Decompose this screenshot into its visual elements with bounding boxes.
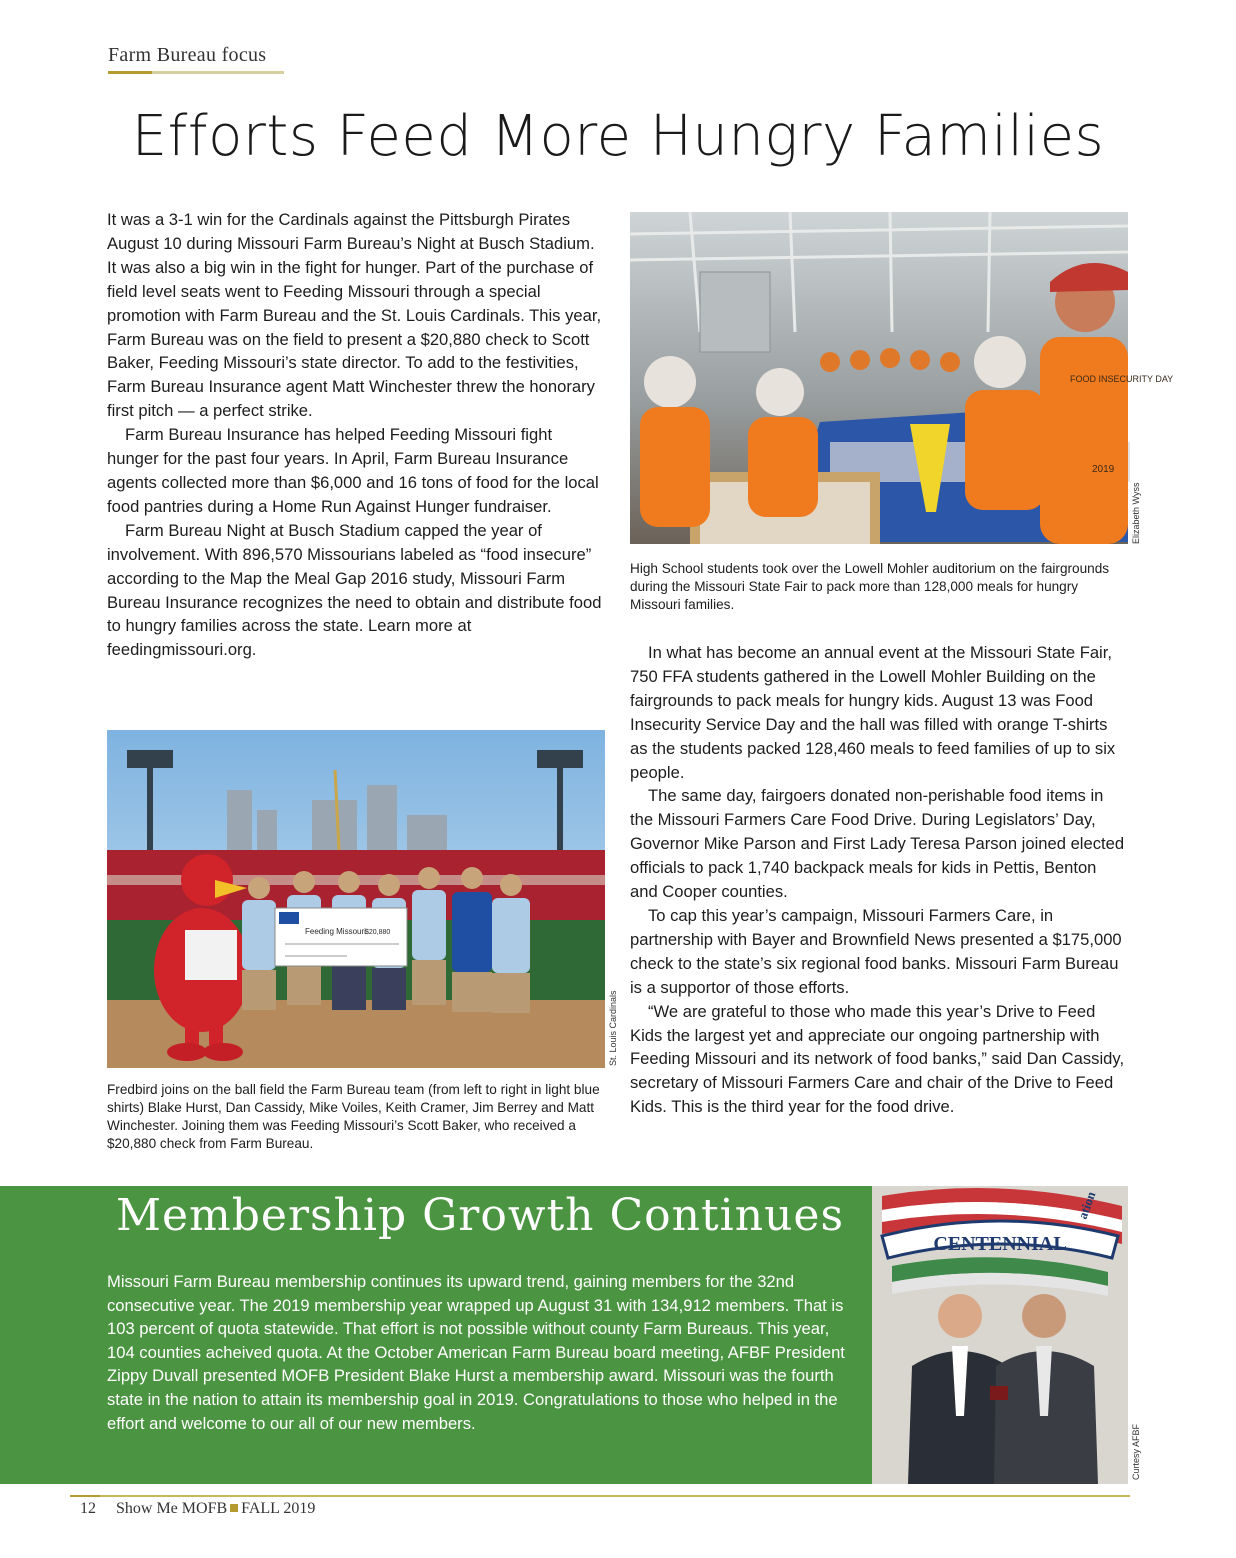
- membership-text: Missouri Farm Bureau membership continues its upward trend, gaining members for the 32nd consecutive year. The 2019 membership year wrapped up August 31 with 134,912 members. That is 103 percent of quota statewide. That effort is not possible without county Farm Bureaus. This year, 104 counties acheived quota. At the October American Farm Bureau board meeting, AFBF President Zippy Duvall presented MOFB President Blake Hurst a membership award. Missouri was the fourth state in the nation to attain its membership goal in 2019. Congratulations to those who helped in the effort and welcome to our all of our new members.: [107, 1272, 845, 1433]
- page-headline: Efforts Feed More Hungry Families: [131, 104, 1105, 169]
- publication-name: Show Me MOFB: [116, 1500, 228, 1517]
- paragraph: In what has become an annual event at the Missouri State Fair, 750 FFA students gathered in the Lowell Mohler Building on the fairgrounds to pack meals for hungry kids. August 13 was Food Insecurity Service Day and the hall was filled with orange T-shirts as the students packed 128,460 meals to feed families of up to six people.: [630, 643, 1116, 782]
- photo-credit-stadium: St. Louis Cardinals: [608, 990, 618, 1066]
- page-footer: [80, 1500, 315, 1518]
- check-payee: Feeding Missouri: [305, 927, 366, 936]
- award-photo: [872, 1186, 1128, 1484]
- paragraph: “We are grateful to those who made this year’s Drive to Feed Kids the largest yet and appreciate our ongoing partnership with Feeding Missouri and its network of food banks,” said Dan Cassidy, secretary of Missouri Farmers Care and chair of the Drive to Feed Kids. This is the third year for the food drive.: [630, 1001, 1125, 1117]
- paragraph: It was a 3-1 win for the Cardinals against the Pittsburgh Pirates August 10 during Missouri Farm Bureau’s Night at Busch Stadium. It was also a big win in the fight for hunger. Part of the purchase of field level seats went to Feeding Missouri through a special promotion with Farm Bureau and the St. Louis Cardinals. This year, Farm Bureau was on the field to present a $20,880 check to Scott Baker, Feeding Missouri’s state director. To add to the festivities, Farm Bureau Insurance agent Matt Winchester threw the honorary first pitch — a perfect strike.: [107, 210, 602, 421]
- issue-label: FALL 2019: [241, 1500, 316, 1517]
- stadium-photo-caption: Fredbird joins on the ball field the Farm Bureau team (from left to right in light blue shirts) Blake Hurst, Dan Cassidy, Mike Voiles, Keith Cramer, Jim Berrey and Matt Winchester. Joining them was Feeding Missouri’s Scott Baker, who received a $20,880 check from Farm Bureau.: [107, 1082, 600, 1151]
- left-column-text: [107, 208, 605, 662]
- check-amount: $20,880: [365, 929, 391, 936]
- membership-title: Membership Growth Continues: [115, 1190, 845, 1241]
- paragraph: The same day, fairgoers donated non-perishable food items in the Missouri Farmers Care Food Drive. During Legislators’ Day, Governor Mike Parson and First Lady Teresa Parson joined elected officials to pack 1,740 backpack meals for kids in Pettis, Benton and Cooper counties.: [630, 786, 1125, 902]
- stadium-check-photo: [107, 730, 605, 1068]
- photo-credit-award: Curtesy AFBF: [1131, 1423, 1141, 1480]
- section-label: Farm Bureau focus: [108, 44, 267, 66]
- right-column-text: [630, 641, 1128, 1119]
- section-rule: [108, 71, 284, 74]
- paragraph: Farm Bureau Insurance has helped Feeding Missouri fight hunger for the past four years. In April, Farm Bureau Insurance agents collected more than $6,000 and 16 tons of food for the local food pantries during a Home Run Against Hunger fundraiser.: [107, 425, 599, 516]
- students-photo-caption: High School students took over the Lowell Mohler auditorium on the fairgrounds during the Missouri State Fair to pack more than 128,000 meals for hungry Missouri families.: [630, 561, 1110, 612]
- photo-credit-students: Elizabeth Wyss: [1131, 482, 1141, 544]
- shirt-print: FOOD INSECURITY DAY: [1070, 374, 1174, 384]
- separator-square: [230, 1504, 238, 1512]
- footer-rule: [70, 1495, 1130, 1497]
- shirt-year: 2019: [1092, 464, 1115, 475]
- paragraph: To cap this year’s campaign, Missouri Farmers Care, in partnership with Bayer and Brownfield News presented a $175,000 check to the state’s six regional food banks. Missouri Farm Bureau is a supportor of those efforts.: [630, 905, 1122, 997]
- page-number: 12: [80, 1500, 96, 1517]
- banner-fragment: ation: [1074, 1189, 1099, 1222]
- banner-text: CENTENNIAL: [933, 1233, 1067, 1255]
- paragraph: Farm Bureau Night at Busch Stadium capped the year of involvement. With 896,570 Missourians labeled as “food insecure” according to the Map the Meal Gap 2016 study, Missouri Farm Bureau Insurance recognizes the need to obtain and distribute food to hungry families across the state. Learn more at feedingmissouri.org.: [107, 520, 602, 660]
